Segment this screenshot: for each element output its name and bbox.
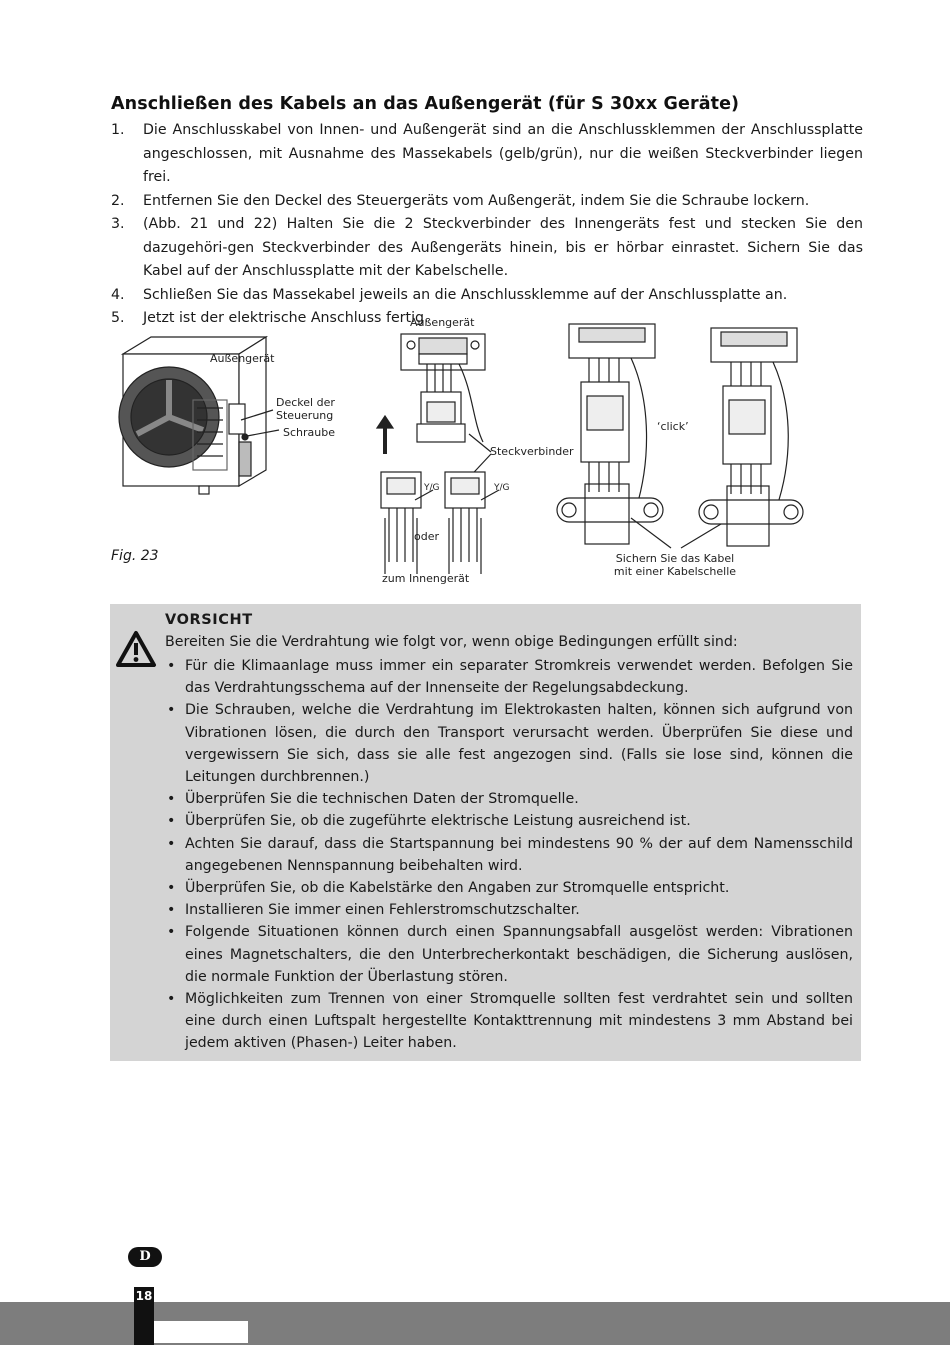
bullet: •	[167, 902, 176, 919]
caution-item-text: Installieren Sie immer einen Fehlerstromschutzschalter.	[185, 902, 580, 919]
label-secure-cable: Sichern Sie das Kabel mit einer Kabelschelle	[613, 552, 737, 578]
wiring-figure	[111, 312, 871, 597]
step-number: 1.	[111, 122, 125, 138]
list-item	[165, 655, 853, 699]
terminal-block-top	[401, 334, 485, 442]
bullet: •	[167, 835, 176, 852]
warning-triangle-icon	[115, 630, 157, 668]
step-text: Die Anschlusskabel von Innen- und Außengerät sind an die Anschlussklemmen der Anschlussplatte angeschlossen, mit Ausnahme des Massekabels (gelb/grün), nur die weißen Steckverbinder liegen frei.	[143, 122, 863, 185]
step-text: (Abb. 21 und 22) Halten Sie die 2 Steckverbinder des Innengeräts fest und stecken Sie den dazugehöri-gen Steckverbinder des Außengeräts hinein, bis er hörbar einrastet. Sichern Sie das Kabel auf der Anschlussplatte mit der Kabelschelle.	[143, 216, 863, 279]
bullet: •	[167, 702, 176, 719]
label-to-indoor: zum Innengerät	[382, 572, 470, 585]
caution-intro: Bereiten Sie die Verdrahtung wie folgt vor, wenn obige Bedingungen erfüllt sind:	[165, 634, 738, 650]
label-screw: Schraube	[283, 426, 335, 439]
caution-item-text: Die Schrauben, welche die Verdrahtung im Elektrokasten halten, können sich aufgrund von Vibrationen lösen, die durch den Transport verursacht werden. Überprüfen Sie diese und vergewissern Sie sich, dass sie alle fest angezogen sind. (Falls sie lose sind, können die Leitungen durchbrennen.)	[185, 702, 853, 786]
list-item	[165, 877, 853, 899]
list-item	[165, 699, 853, 788]
list-item	[165, 788, 853, 810]
list-item	[165, 899, 853, 921]
list-item	[165, 810, 853, 832]
step-item	[111, 284, 863, 308]
section-title: Anschließen des Kabels an das Außengerät (für S 30xx Geräte)	[111, 94, 740, 114]
label-control-cover: Deckel der Steuerung	[276, 396, 335, 422]
caution-item-text: Überprüfen Sie, ob die zugeführte elektrische Leistung ausreichend ist.	[185, 813, 691, 830]
bullet: •	[167, 991, 176, 1008]
label-yg-left: Y/G	[424, 483, 440, 493]
caution-item-text: Überprüfen Sie, ob die Kabelstärke den Angaben zur Stromquelle entspricht.	[185, 880, 730, 897]
step-number: 2.	[111, 192, 125, 209]
bullet: •	[167, 791, 176, 808]
label-connector: Steckverbinder	[490, 445, 574, 458]
language-badge: D	[128, 1247, 162, 1267]
step-item	[111, 213, 863, 284]
assembly-right	[699, 328, 803, 546]
step-item	[111, 119, 863, 190]
bullet: •	[167, 813, 176, 830]
caution-title: VORSICHT	[165, 612, 253, 628]
caution-item-text: Achten Sie darauf, dass die Startspannung bei mindestens 90 % der auf dem Namensschild angegebenen Nennspannung beibehalten wird.	[185, 835, 853, 874]
label-or: oder	[414, 530, 440, 543]
step-text: Schließen Sie das Massekabel jeweils an die Anschlussklemme auf der Anschlussplatte an.	[143, 286, 788, 303]
list-item	[165, 833, 853, 877]
bullet: •	[167, 880, 176, 897]
caution-box	[110, 604, 861, 1061]
step-number: 3.	[111, 216, 125, 232]
installation-steps	[111, 119, 863, 331]
label-outdoor-unit-top: Außengerät	[410, 316, 475, 329]
step-number: 4.	[111, 286, 125, 303]
figure-caption: Fig. 23	[111, 548, 159, 564]
list-item	[165, 921, 853, 988]
page-number: 18	[135, 1289, 153, 1303]
label-outdoor-unit: Außengerät	[210, 352, 275, 365]
assembly-middle	[557, 324, 663, 544]
list-item	[165, 988, 853, 1055]
indoor-connector-right	[445, 472, 499, 574]
bullet: •	[167, 658, 176, 674]
bullet: •	[167, 924, 176, 941]
caution-item-text: Überprüfen Sie die technischen Daten der Stromquelle.	[185, 791, 579, 808]
label-click: ‘click’	[657, 420, 689, 433]
caution-list	[165, 655, 853, 1055]
arrow-up-icon	[377, 416, 393, 454]
step-text: Entfernen Sie den Deckel des Steuergeräts vom Außengerät, indem Sie die Schraube lockern.	[143, 192, 810, 209]
label-yg-right: Y/G	[494, 483, 510, 493]
step-text: Jetzt ist der elektrische Anschluss fertig.	[143, 310, 429, 326]
footer-white-strip	[154, 1321, 248, 1343]
step-item	[111, 190, 863, 214]
step-number: 5.	[111, 310, 125, 326]
caution-item-text: Folgende Situationen können durch einen Spannungsabfall ausgelöst werden: Vibrationen eines Magnetschalters, die den Unterbrecherkontakt beschädigen, die Sicherung auslösen, die normale Funktion der Überlastung stören.	[185, 924, 853, 985]
caution-item-text: Möglichkeiten zum Trennen von einer Stromquelle sollten fest verdrahtet sein und sollten eine durch einen Luftspalt hergestellte Kontakttrennung mit mindestens 3 mm Abstand bei jedem aktiven (Phasen-) Leiter haben.	[185, 991, 853, 1052]
caution-item-text: Für die Klimaanlage muss immer ein separater Stromkreis verwendet werden. Befolgen Sie das Verdrahtungsschema auf der Innenseite der Regelungsabdeckung.	[185, 658, 853, 697]
